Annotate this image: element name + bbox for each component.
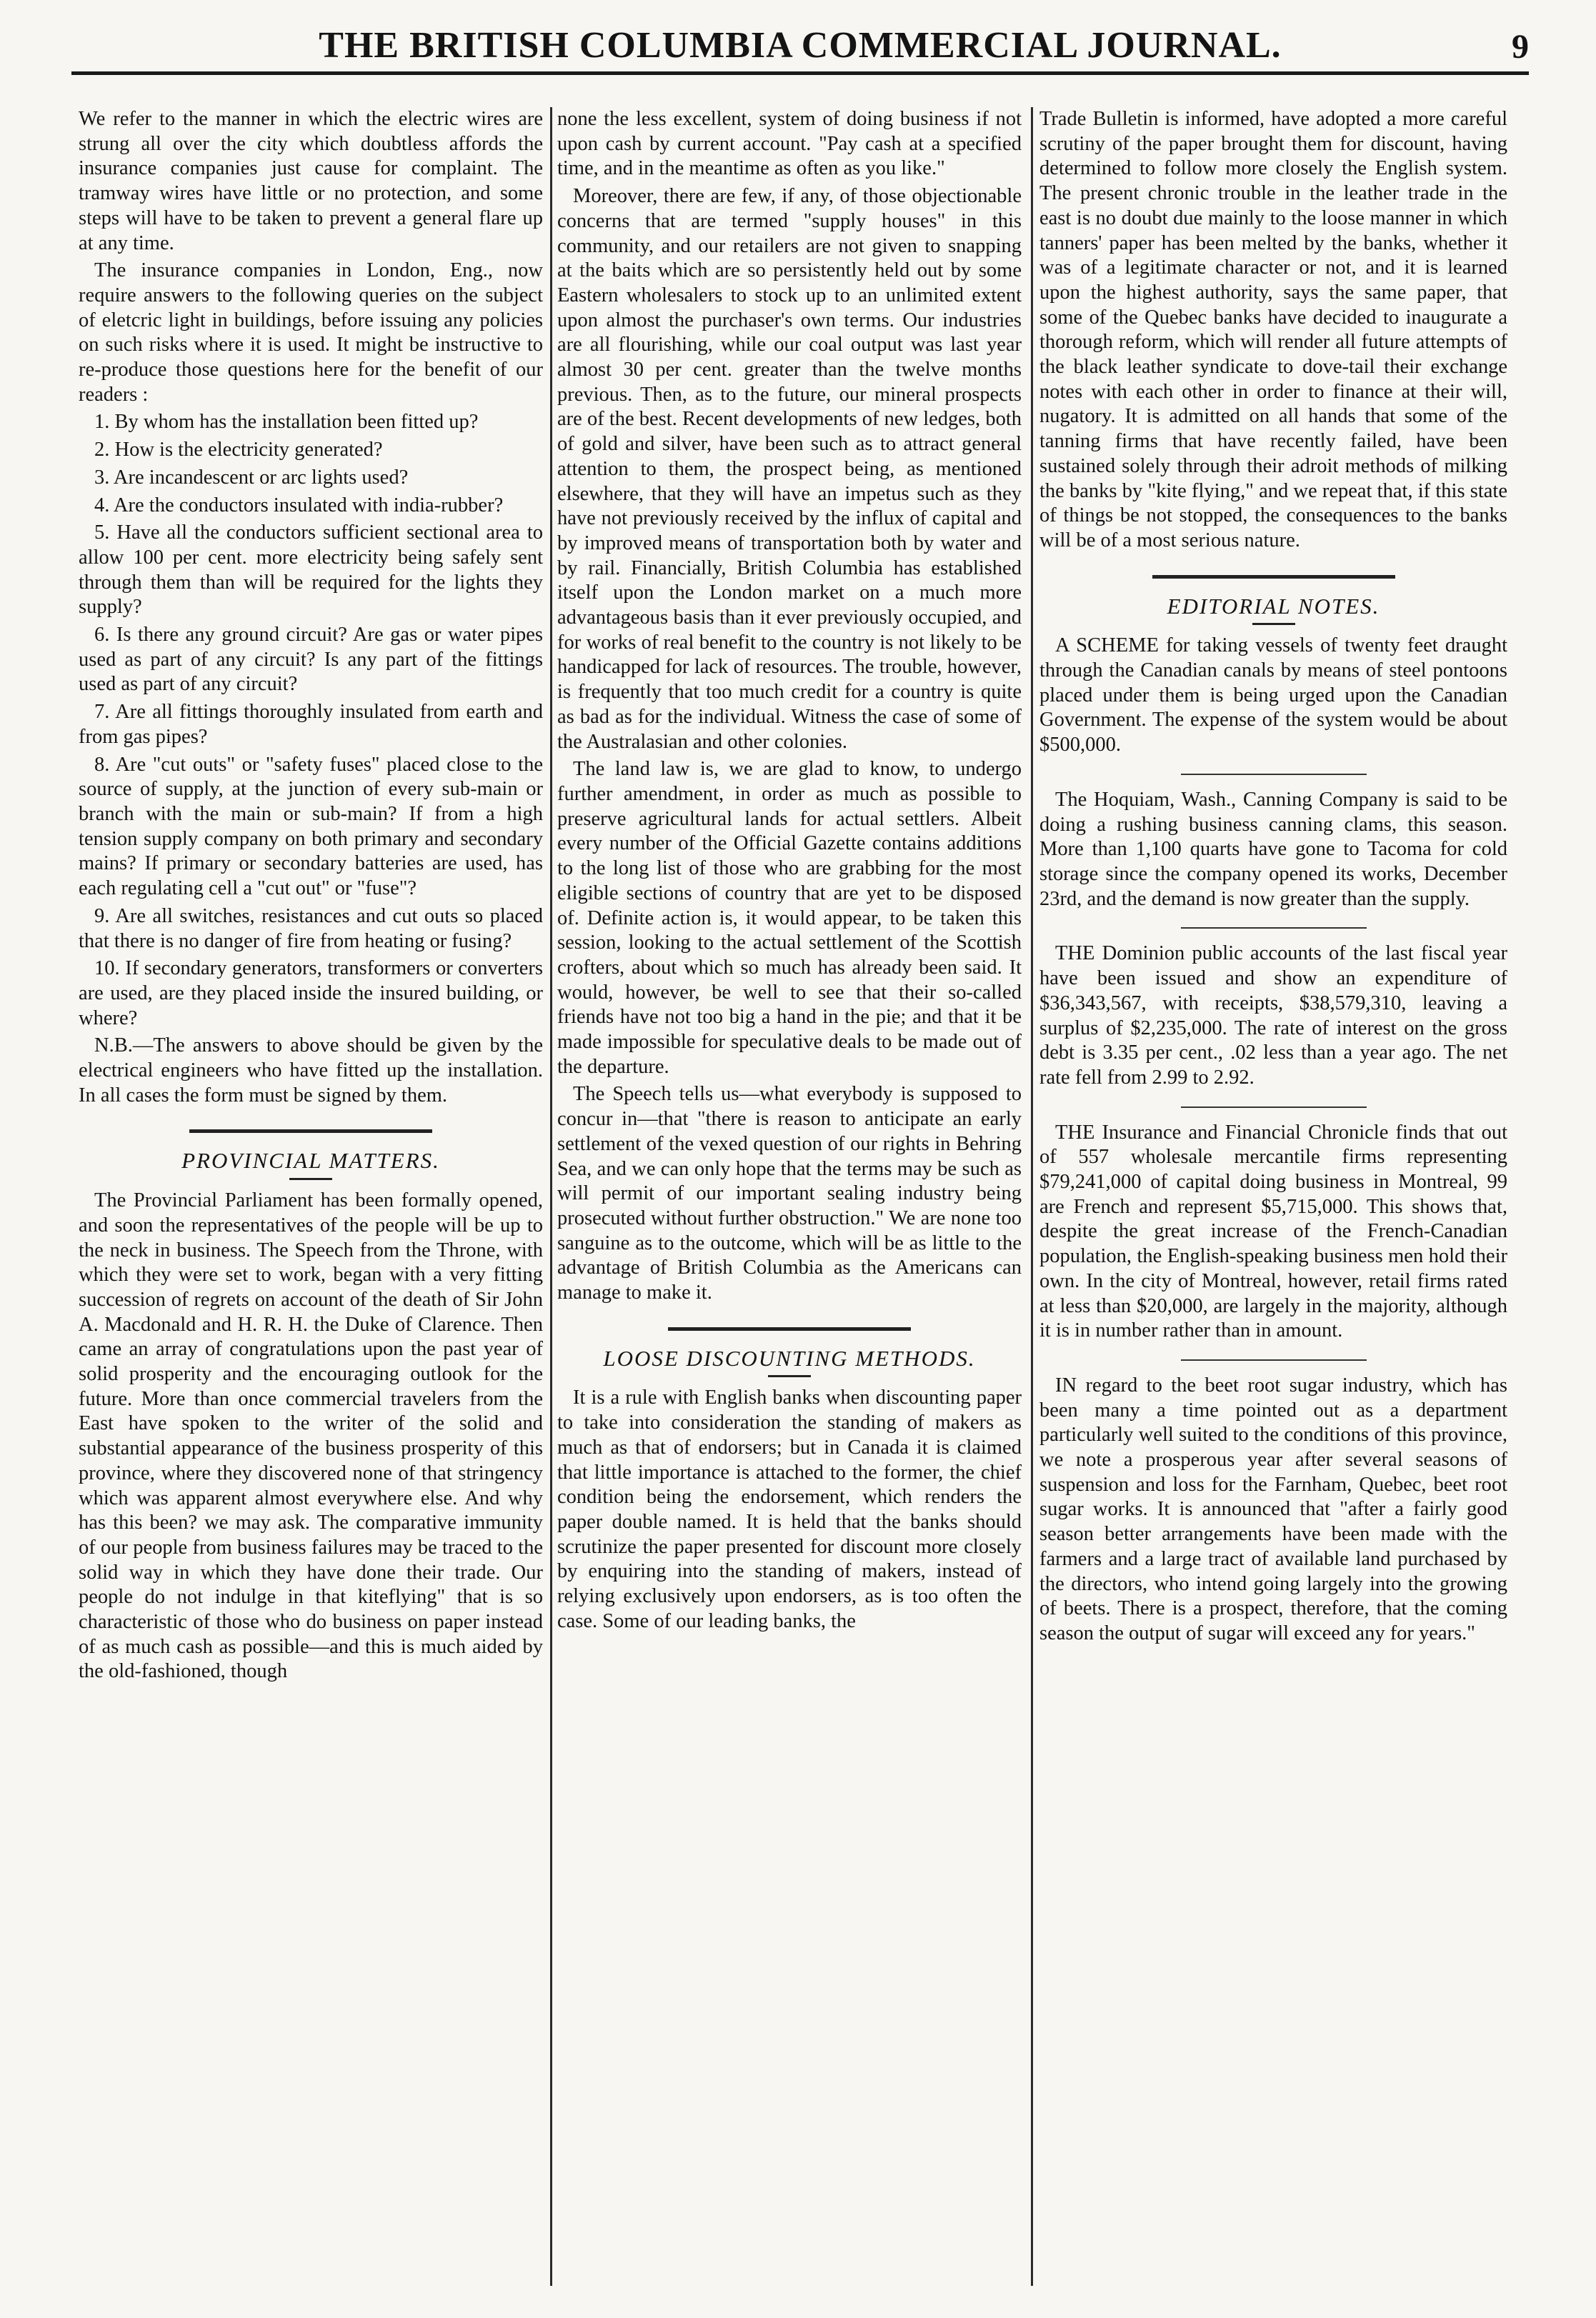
column-rule-1	[550, 107, 552, 2286]
supply-houses-paragraph: Moreover, there are few, if any, of those objectionable concerns that are termed "supply houses" in this community, and our retailers are not given to snapping at the baits which are so persistently held out by some Eastern wholesalers to stock up to an unlimited extent upon almost the purchaser's own terms. Our industries are all flourishing, while our coal output was last year almost 30 per cent. greater than the twelve months previous. Then, as to the future, our mineral prospects are of the best. Recent developments of new ledges, both of gold and silver, have been such as to attract general attention to them, the prospect being, as mentioned elsewhere, that they will have an impetus such as they have not previously received by the influx of capital and by improved means of transportation both by water and by rail. Financially, British Columbia has established itself upon the London market on a much more advantageous basis than it ever previously occupied, and for works of real benefit to the country is not likely to be handicapped for lack of resources. The trouble, however, is frequently that too much credit for a country is quite as bad as for the individual. Witness the case of some of the Australasian and other colonies.	[557, 185, 1022, 753]
question-5: 5. Have all the conductors sufficient sectional area to allow 100 per cent. more electricity being safely sent through them than will be required for the lights they supply?	[79, 521, 543, 619]
page-header	[71, 21, 1529, 75]
question-2: 2. How is the electricity generated?	[94, 439, 383, 461]
heading-dash	[289, 1178, 332, 1180]
question-8: 8. Are "cut outs" or "safety fuses" placed close to the source of supply, at the junction of every sub-main or branch with the main or sub-main? If from a high tension supply company on both primary and secondary mains? If primary or secondary batteries are used, has each regulating cell a "cut out" or "fuse"?	[79, 753, 543, 900]
nb-note: N.B.—The answers to above should be given by the electrical engineers who have fitted up the installation. In all cases the form must be signed by them.	[79, 1034, 543, 1106]
loose-discounting-heading: LOOSE DISCOUNTING METHODS.	[603, 1345, 976, 1371]
column-3	[1039, 107, 1507, 2286]
heading-dash	[768, 1375, 811, 1377]
page-number: 9	[1512, 28, 1529, 66]
electric-wires-paragraph: We refer to the manner in which the electric wires are strung all over the city which doubtless affords the insurance companies just cause for complaint. The tramway wires have little or no protection, and some steps will have to be taken to prevent a general flare up at any time.	[79, 108, 543, 254]
land-law-paragraph: The land law is, we are glad to know, to undergo further amendment, in order as much as possible to preserve agricultural lands for actual settlers. Albeit every number of the Official Gazette contains additions to the long list of those who are grabbing for the most eligible sections of country that are yet to be disposed of. Definite action is, it would appear, to be taken this session, looking to the actual settlement of the Scottish crofters, about which so much has already been said. It would, however, be well to see that their so-called friends have not too big a hand in the pie; and that it be made impossible for speculative deals to be made out of the departure.	[557, 758, 1022, 1078]
column-2	[557, 107, 1022, 2286]
question-6: 6. Is there any ground circuit? Are gas or water pipes used as part of any circuit? Is any part of the fittings used as part of any circuit?	[79, 624, 543, 696]
beet-sugar-note: IN regard to the beet root sugar industry, which has been many a time pointed out as a department particularly well suited to the conditions of this province, we note a prosperous year after several seasons of suspension and loss for the Farnham, Quebec, beet root sugar works. It is announced that "after a fairly good season better arrangements have been made with the farmers and a large tract of available land purchased by the directors, who intend going largely into the growing of beets. There is a prospect, therefore, that the coming season the output of sugar will exceed any for years."	[1039, 1374, 1507, 1644]
section-divider	[189, 1129, 432, 1133]
insurance-queries-intro: The insurance companies in London, Eng., now require answers to the following queries on the subject of eletcric light in buildings, before issuing any policies on such risks where it is used. It might be instructive to re-produce those questions here for the benefit of our readers :	[79, 259, 543, 406]
provincial-matters-heading: PROVINCIAL MATTERS.	[181, 1148, 440, 1174]
heading-dash	[1252, 623, 1295, 625]
question-10: 10. If secondary generators, transformers or converters are used, are they placed inside the insured building, or where?	[79, 957, 543, 1029]
behring-sea-paragraph: The Speech tells us—what everybody is supposed to concur in—that "there is reason to anticipate an early settlement of the vexed question of our rights in Behring Sea, and we can only hope that the terms may be such as will permit of our important sealing industry being prosecuted without further obstruction." We are none too sanguine as to the outcome, which will be as little to the advantage of British Columbia as the Americans can manage to make it.	[557, 1083, 1022, 1304]
cash-system-paragraph: none the less excellent, system of doing business if not upon cash by current account. "Pay cash at a specified time, and in the meantime as often as you like."	[557, 108, 1022, 180]
section-divider	[1152, 575, 1395, 579]
hoquiam-canning-note: The Hoquiam, Wash., Canning Company is said to be doing a rushing business canning clams, this season. More than 1,100 quarts have gone to Tacoma for cold storage since the company opened its works, December 23rd, and the demand is now greater than the supply.	[1039, 788, 1507, 910]
provincial-matters-paragraph: The Provincial Parliament has been formally opened, and soon the representatives of the people will be up to the neck in business. The Speech from the Throne, with which they were set to work, began with a very fitting succession of regrets on account of the death of Sir John A. Macdonald and H. R. H. the Duke of Clarence. Then came an array of congratulations upon the past year of solid prosperity and the encouraging outlook for the future. More than once commercial travelers from the East have spoken to the writer of the solid and substantial appearance of the business prosperity of this province, where they discovered none of that stringency which was apparent almost everywhere else. And why has this been? we may ask. The comparative immunity of our people from business failures may be traced to the solid way in which they have done their trade. Our people do not indulge in that kiteflying" that is so characteristic of those who do business on paper instead of as much cash as possible—and this is much aided by the old-fashioned, though	[79, 1189, 543, 1683]
column-1	[79, 107, 543, 2286]
dominion-accounts-note: THE Dominion public accounts of the last fiscal year have been issued and show an expenditure of $36,343,567, with receipts, $38,579,310, leaving a surplus of $2,235,000. The rate of interest on the gross debt is 3.35 per cent., .02 less than a year ago. The net rate fell from 2.99 to 2.92.	[1039, 942, 1507, 1089]
journal-title: THE BRITISH COLUMBIA COMMERCIAL JOURNAL.	[319, 25, 1282, 66]
editorial-notes-heading: EDITORIAL NOTES.	[1167, 593, 1380, 619]
question-7: 7. Are all fittings thoroughly insulated from earth and from gas pipes?	[79, 701, 543, 748]
note-divider	[1181, 1106, 1367, 1108]
column-rule-2	[1031, 107, 1033, 2286]
section-divider	[668, 1327, 911, 1331]
question-9: 9. Are all switches, resistances and cut outs so placed that there is no danger of fire from heating or fusing?	[79, 904, 543, 952]
montreal-firms-note: THE Insurance and Financial Chronicle finds that out of 557 wholesale mercantile firms representing $79,241,000 of capital doing business in Montreal, 99 are French and represent $5,715,000. This shows that, despite the great increase of the French-Canadian population, the English-speaking business men hold their own. In the city of Montreal, however, retail firms rated at less than $20,000, are largely in the majority, although it is in number rather than in amount.	[1039, 1121, 1507, 1342]
discounting-paragraph: It is a rule with English banks when discounting paper to take into consideration the standing of makers as much as that of endorsers; but in Canada it is claimed that little importance is attached to the former, the chief condition being the endorsement, which renders the paper double named. It is held that the banks should scrutinize the paper presented for discount more closely by enquiring into the standing of makers, instead of relying exclusively upon endorsers, as is too often the case. Some of our leading banks, the	[557, 1387, 1022, 1632]
question-1: 1. By whom has the installation been fitted up?	[94, 411, 479, 434]
trade-bulletin-paragraph: Trade Bulletin is informed, have adopted a more careful scrutiny of the paper brought them for discount, having determined to follow more closely the English system. The present chronic trouble in the leather trade in the east is no doubt due mainly to the loose manner in which tanners' paper has been melted by the banks, whether it was of a legitimate character or not, and it is learned upon the highest authority, says the same paper, that some of the Quebec banks have decided to inaugurate a thorough reform, which will render all future attempts of the black leather syndicate to dove-tail their exchange notes with each other in order to finance at their will, nugatory. It is admitted on all hands that some of the tanning firms that have recently failed, have been sustained solely through their adroit methods of milking the banks by "kite flying," and we repeat that, if this state of things be not stopped, the consequences to the banks will be of a most serious nature.	[1039, 108, 1507, 551]
pontoon-scheme-note: A SCHEME for taking vessels of twenty feet draught through the Canadian canals by means of steel pontoons placed under them is being urged upon the Canadian Government. The expense of the system would be about $500,000.	[1039, 634, 1507, 756]
note-divider	[1181, 927, 1367, 929]
note-divider	[1181, 774, 1367, 775]
question-4: 4. Are the conductors insulated with india-rubber?	[94, 494, 504, 516]
note-divider	[1181, 1359, 1367, 1361]
question-3: 3. Are incandescent or arc lights used?	[94, 466, 409, 489]
